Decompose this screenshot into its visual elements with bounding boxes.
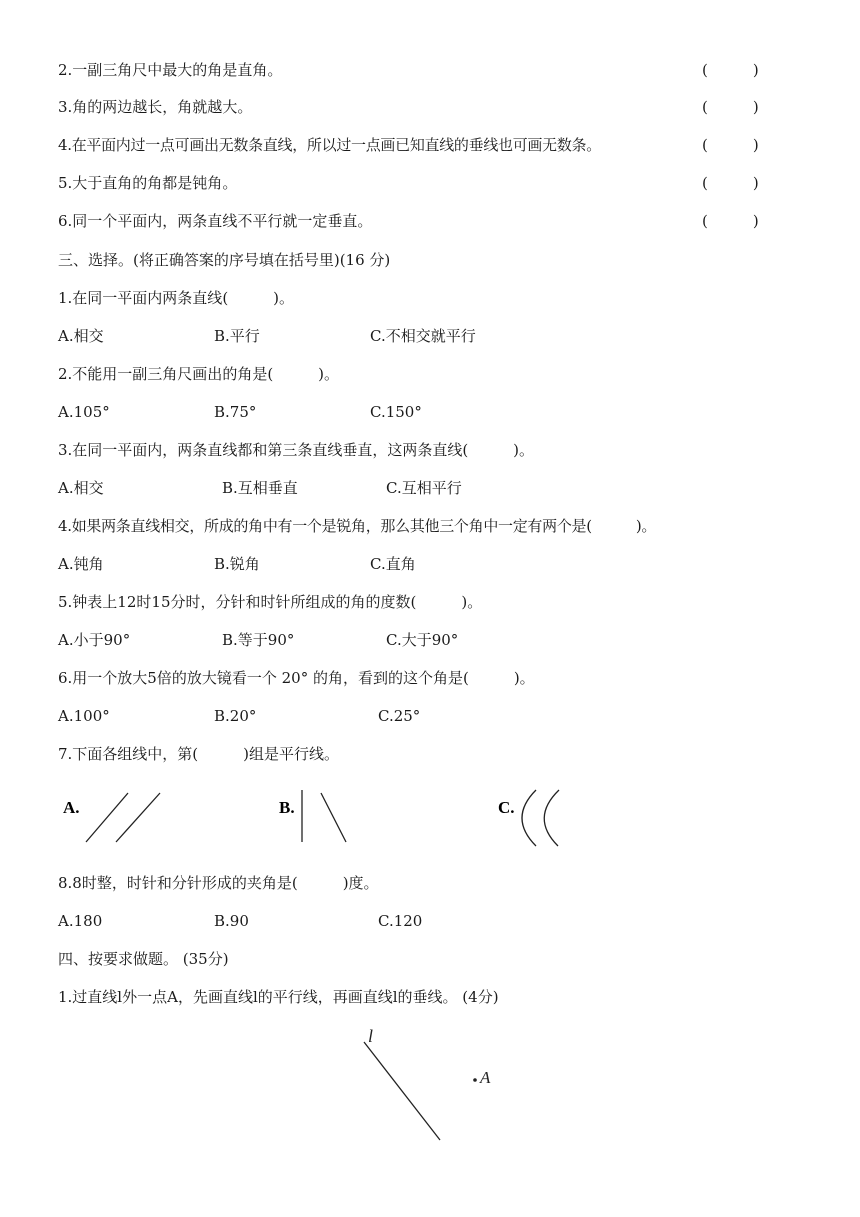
group-c-curve-2	[544, 790, 559, 846]
line-groups-figure	[0, 780, 860, 850]
judge-item-6: 6.同一个平面内，两条直线不平行就一定垂直。	[58, 212, 373, 230]
point-a-label: A	[480, 1068, 491, 1087]
choice-q3-option-b: B.互相垂直	[222, 479, 298, 497]
judge-item-5: 5.大于直角的角都是钝角。	[58, 174, 238, 192]
choice-q4-option-a: A.钝角	[58, 555, 104, 573]
choice-q3-option-a: A.相交	[58, 479, 104, 497]
point-a-dot	[473, 1078, 477, 1082]
choice-q1-option-b: B.平行	[214, 327, 260, 345]
judge-blank-4: ( )	[702, 136, 759, 154]
judge-blank-5: ( )	[702, 174, 759, 192]
choice-q6-option-c: C.25°	[378, 707, 421, 725]
choice-q1-option-c: C.不相交就平行	[370, 327, 476, 345]
line-l	[364, 1042, 440, 1140]
choice-q5: 5.钟表上12时15分时，分针和时针所组成的角的度数( )。	[58, 593, 483, 611]
choice-q4-option-b: B.锐角	[214, 555, 260, 573]
group-a-line-2	[116, 793, 160, 842]
section-4-heading: 四、按要求做题。 (35分)	[58, 950, 229, 968]
judge-item-4: 4.在平面内过一点可画出无数条直线，所以过一点画已知直线的垂线也可画无数条。	[58, 136, 601, 154]
choice-q6-option-b: B.20°	[214, 707, 257, 725]
choice-q4-option-c: C.直角	[370, 555, 416, 573]
choice-q6: 6.用一个放大5倍的放大镜看一个 20° 的角，看到的这个角是( )。	[58, 669, 535, 687]
choice-q5-option-a: A.小于90°	[58, 631, 131, 649]
group-b-line-2	[321, 793, 346, 842]
judge-blank-3: ( )	[702, 98, 759, 116]
choice-q2: 2.不能用一副三角尺画出的角是( )。	[58, 365, 340, 383]
choice-q8-option-a: A.180	[58, 912, 103, 930]
choice-q7: 7.下面各组线中，第( )组是平行线。	[58, 745, 340, 763]
figure-label-a: A.	[63, 798, 80, 817]
choice-q5-option-c: C.大于90°	[386, 631, 459, 649]
choice-q2-option-a: A.105°	[58, 403, 110, 421]
judge-item-2: 2.一副三角尺中最大的角是直角。	[58, 61, 283, 79]
figure-label-c: C.	[498, 798, 515, 817]
group-c-curve-1	[522, 790, 536, 846]
choice-q1-option-a: A.相交	[58, 327, 104, 345]
choice-q1: 1.在同一平面内两条直线( )。	[58, 289, 295, 307]
choice-q8-option-b: B.90	[214, 912, 249, 930]
judge-blank-6: ( )	[702, 212, 759, 230]
choice-q8-option-c: C.120	[378, 912, 423, 930]
choice-q3: 3.在同一平面内，两条直线都和第三条直线垂直，这两条直线( )。	[58, 441, 535, 459]
section-3-heading: 三、选择。(将正确答案的序号填在括号里)(16 分)	[58, 251, 391, 269]
choice-q4: 4.如果两条直线相交，所成的角中有一个是锐角，那么其他三个角中一定有两个是( )。	[58, 517, 657, 535]
task-q1: 1.过直线l外一点A，先画直线l的平行线，再画直线l的垂线。 (4分)	[58, 988, 499, 1006]
choice-q5-option-b: B.等于90°	[222, 631, 295, 649]
judge-blank-2: ( )	[702, 61, 759, 79]
group-a-line-1	[86, 793, 128, 842]
choice-q8: 8.8时整，时针和分针形成的夹角是( )度。	[58, 874, 379, 892]
choice-q3-option-c: C.互相平行	[386, 479, 462, 497]
line-and-point-figure	[340, 1020, 520, 1150]
figure-label-b: B.	[279, 798, 295, 817]
judge-item-3: 3.角的两边越长，角就越大。	[58, 98, 253, 116]
choice-q6-option-a: A.100°	[58, 707, 110, 725]
choice-q2-option-b: B.75°	[214, 403, 257, 421]
choice-q2-option-c: C.150°	[370, 403, 422, 421]
line-l-label: l	[368, 1026, 374, 1046]
